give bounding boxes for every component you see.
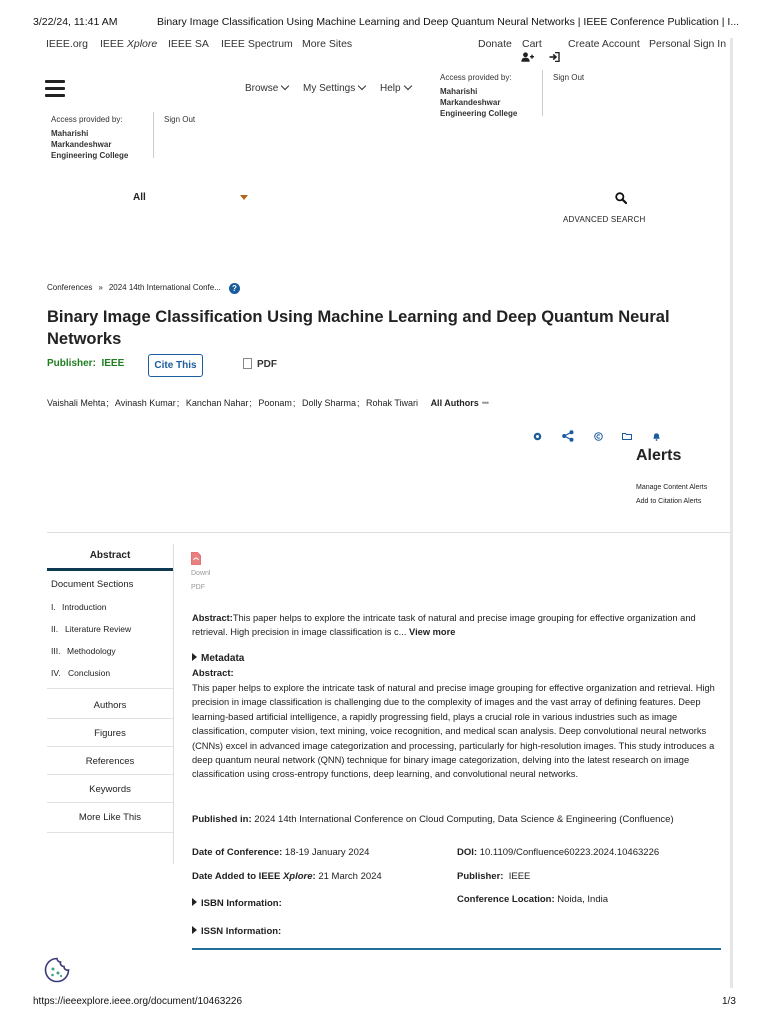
print-url: https://ieeexplore.ieee.org/document/10463226 — [33, 996, 243, 1007]
bell-icon[interactable] — [652, 432, 661, 441]
personal-sign-in-link[interactable]: Personal Sign In — [649, 38, 727, 50]
ieee-text: IEEE — [100, 38, 124, 50]
print-title: Binary Image Classification Using Machine Learning and Deep Quantum Neural Networks | IEEE Conference Publication | I... — [157, 16, 740, 28]
isbn-label: ISBN Information: — [201, 898, 282, 909]
pdf-download-icon[interactable] — [191, 552, 201, 565]
details-publisher-value: IEEE — [508, 871, 531, 882]
pdf-file-icon — [243, 358, 252, 369]
ieee-org-link[interactable]: IEEE.org — [46, 38, 89, 50]
print-page-number: 1/3 — [722, 996, 736, 1007]
section-link-conclusion[interactable] — [51, 668, 110, 678]
divider — [47, 746, 173, 747]
divider — [153, 112, 154, 158]
eye-icon[interactable] — [533, 432, 542, 441]
help-menu[interactable] — [380, 83, 411, 94]
institution-line-3: Engineering College — [51, 151, 129, 160]
divider — [47, 802, 173, 803]
author-list — [47, 398, 488, 408]
date-of-conference-label: Date of Conference: — [192, 847, 283, 858]
dropdown-arrow-icon[interactable] — [240, 195, 248, 200]
cookie-icon[interactable] — [44, 957, 70, 983]
author-link[interactable]: Kanchan Nahar — [185, 398, 249, 408]
page-title: Binary Image Classification Using Machine Learning and Deep Quantum Neural Networks — [47, 308, 670, 348]
author-link[interactable]: Avinash Kumar — [114, 398, 176, 408]
caret-right-icon — [192, 653, 197, 661]
more-dots-icon[interactable]: ••• — [481, 398, 489, 408]
search-icon[interactable] — [615, 192, 627, 204]
settings-label: My Settings — [303, 83, 356, 94]
pdf-label: PDF — [257, 359, 277, 370]
sidebar-item-figures[interactable]: Figures — [94, 728, 126, 739]
tab-abstract[interactable]: Abstract — [89, 550, 131, 561]
advanced-search-link[interactable]: ADVANCED SEARCH — [563, 215, 646, 224]
institution-line-1: Maharishi — [51, 129, 89, 138]
divider — [47, 532, 730, 533]
divider — [542, 70, 543, 116]
document-sections-heading: Document Sections — [51, 579, 134, 590]
institution-line-1: Maharishi — [440, 87, 478, 96]
section-number: III. — [51, 646, 61, 656]
date-of-conference — [192, 847, 369, 858]
sidebar-item-references[interactable]: References — [85, 756, 135, 767]
institution-line-2: Markandeshwar — [51, 140, 112, 149]
breadcrumb-separator: » — [98, 283, 103, 292]
abstract-label: Abstract: — [192, 613, 233, 623]
conference-location-value: Noida, India — [557, 894, 608, 905]
section-link-literature-review[interactable] — [51, 624, 131, 634]
author-link[interactable]: Poonam — [258, 398, 292, 408]
pdf-link[interactable] — [243, 358, 277, 370]
sidebar-item-keywords[interactable]: Keywords — [89, 784, 131, 795]
browse-label: Browse — [245, 83, 279, 94]
print-datetime: 3/22/24, 11:41 AM — [33, 16, 118, 28]
institution-line-3: Engineering College — [440, 109, 518, 118]
download-label[interactable]: Downl — [191, 570, 211, 577]
date-added-label: Date Added to IEEE — [192, 871, 281, 882]
view-more-link[interactable]: View more — [409, 627, 456, 638]
breadcrumb-conference[interactable]: 2024 14th International Confe... — [108, 283, 221, 292]
xplore-text: Xplore — [126, 38, 158, 50]
author-separator: ; — [356, 398, 360, 408]
published-in-label: Published in: — [192, 814, 252, 825]
xplore-italic: Xplore — [282, 871, 313, 882]
author-link[interactable]: Vaishali Mehta — [47, 398, 106, 408]
access-label: Access provided by: — [51, 115, 123, 124]
sign-out-link[interactable]: Sign Out — [553, 73, 585, 82]
section-link-introduction[interactable] — [51, 602, 106, 612]
copyright-icon[interactable] — [594, 432, 603, 441]
publisher-value: IEEE — [101, 358, 125, 369]
divider — [47, 718, 173, 719]
alerts-heading: Alerts — [636, 447, 682, 464]
ieee-xplore-link[interactable] — [100, 38, 157, 50]
abstract-full-label: Abstract: — [192, 668, 234, 679]
browse-menu[interactable] — [245, 83, 288, 94]
caret-right-icon — [192, 926, 197, 934]
details-publisher-label: Publisher: — [457, 871, 504, 882]
access-provided-block-secondary — [51, 114, 128, 161]
section-label: Conclusion — [68, 668, 111, 678]
publisher-label — [47, 358, 124, 369]
section-number: I. — [51, 602, 56, 612]
cite-this-button[interactable]: Cite This — [148, 354, 203, 377]
details-publisher — [457, 871, 530, 882]
abstract-short-text: This paper helps to explore the intricate task of natural and precise image grouping for effective organization and retrieval. High precision in image classification is c... — [192, 613, 696, 638]
metadata-toggle[interactable] — [192, 653, 244, 664]
section-label: Methodology — [67, 646, 116, 656]
author-separator: ; — [249, 398, 252, 408]
section-label: Introduction — [62, 602, 107, 612]
active-tab-indicator — [47, 568, 173, 571]
sidebar-divider — [173, 544, 174, 864]
section-number: IV. — [51, 668, 61, 678]
doi — [457, 847, 659, 858]
folder-icon[interactable] — [622, 432, 632, 440]
date-added-value: 21 March 2024 — [318, 871, 382, 882]
abstract-full-text: This paper helps to explore the intricate task of natural and precise image grouping for effective organization and retrieval. High precision in image classification is challenging due to the complexity of images and the vast array of defining features. Deep learning-based artificial intelligence, a rapidly progressing field, plays a crucial role in various industries such as image classification, computer vision, text mining, voice recognition, and medical scan analysis. Deep convolutional neural networks (CNNs) excel in advanced image categorization and processing, particularly for high-resolution images. This study introduces a deep quantum neural network (QNN) technique for binary image categorization, delving into the latest research on image classification using cross-entropy functions, deep learning, and convolutional neural networks. — [192, 683, 715, 780]
issn-label: ISSN Information: — [201, 926, 282, 937]
divider — [47, 832, 173, 833]
institution-line-2: Markandeshwar — [440, 98, 501, 107]
metadata-label: Metadata — [201, 653, 245, 664]
sidebar-item-more-like-this[interactable]: More Like This — [78, 812, 142, 823]
date-of-conference-value: 18-19 January 2024 — [284, 847, 370, 858]
donate-link[interactable]: Donate — [478, 38, 512, 50]
section-divider — [192, 948, 721, 950]
section-number: II. — [51, 624, 59, 634]
chevron-down-icon — [403, 82, 411, 90]
download-pdf-label[interactable]: PDF — [191, 584, 205, 591]
print-header — [33, 16, 740, 28]
doi-label: DOI: — [457, 847, 478, 858]
cart-link[interactable]: Cart — [522, 38, 542, 50]
article-tools — [533, 430, 678, 442]
share-icon[interactable] — [562, 430, 574, 442]
divider — [47, 774, 173, 775]
conference-location — [457, 894, 608, 905]
author-separator: ; — [292, 398, 296, 408]
scrollbar-track[interactable] — [730, 38, 733, 988]
help-label: Help — [380, 83, 401, 94]
sidebar-item-authors[interactable]: Authors — [93, 700, 127, 711]
issn-toggle[interactable] — [192, 926, 281, 937]
access-provided-block — [440, 72, 517, 119]
chevron-down-icon — [358, 82, 366, 90]
sign-out-link-secondary[interactable]: Sign Out — [164, 115, 196, 124]
access-label: Access provided by: — [440, 73, 512, 82]
section-link-methodology[interactable] — [51, 646, 116, 656]
all-authors-link[interactable]: All Authors — [430, 398, 479, 408]
ieee-spectrum-link[interactable]: IEEE Spectrum — [221, 38, 293, 50]
breadcrumb — [47, 283, 240, 294]
isbn-toggle[interactable] — [192, 898, 282, 909]
add-user-icon[interactable] — [521, 52, 534, 62]
manage-content-alerts-link[interactable]: Manage Content Alerts — [636, 484, 708, 491]
published-in-link[interactable]: 2024 14th International Conference on Cloud Computing, Data Science & Engineering (Confluence) — [254, 814, 674, 825]
published-in — [192, 814, 674, 825]
chevron-down-icon — [281, 82, 289, 90]
more-sites-link[interactable]: More Sites — [302, 38, 353, 50]
author-separator: ; — [106, 398, 109, 408]
abstract-summary — [192, 611, 722, 640]
author-link[interactable]: Rohak Tiwari — [366, 398, 419, 408]
author-link[interactable]: Dolly Sharma — [301, 398, 356, 408]
my-settings-menu[interactable] — [303, 83, 365, 94]
search-scope-select[interactable]: All — [133, 192, 146, 203]
date-added-colon: : — [312, 871, 316, 882]
date-added — [192, 871, 382, 882]
breadcrumb-conferences[interactable]: Conferences — [47, 283, 93, 292]
conference-location-label: Conference Location: — [457, 894, 555, 905]
question-circle-icon[interactable]: ? — [229, 283, 240, 294]
caret-right-icon — [192, 898, 197, 906]
doi-link[interactable]: 10.1109/Confluence60223.2024.10463226 — [479, 847, 660, 858]
ieee-sa-link[interactable]: IEEE SA — [168, 38, 209, 50]
section-label: Literature Review — [65, 624, 132, 634]
create-account-link[interactable]: Create Account — [568, 38, 640, 50]
divider — [47, 688, 173, 689]
publisher-key: Publisher: — [47, 358, 96, 369]
author-separator: ; — [176, 398, 180, 408]
add-citation-alerts-link[interactable]: Add to Citation Alerts — [636, 498, 702, 505]
hamburger-menu-icon[interactable] — [45, 80, 65, 96]
sign-in-icon[interactable] — [549, 52, 560, 62]
